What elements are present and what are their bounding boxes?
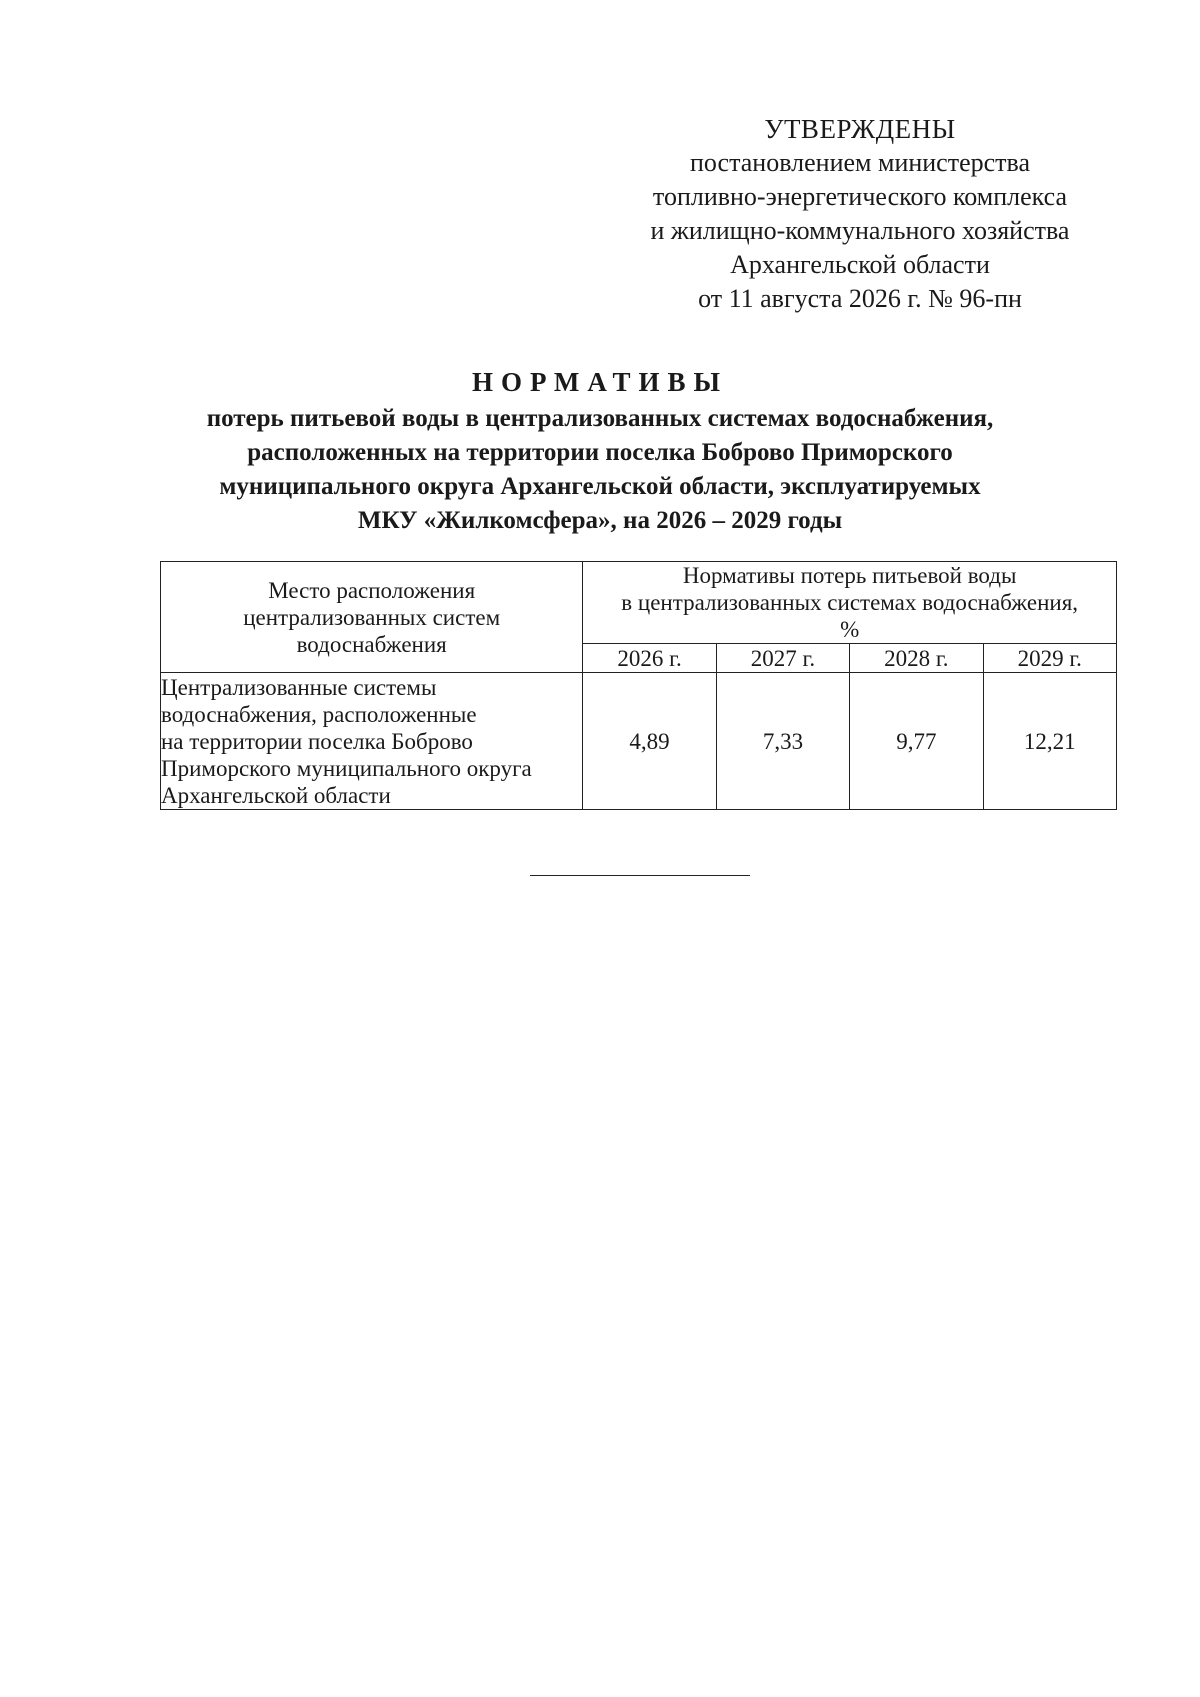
cell-value: 12,21 xyxy=(983,673,1116,810)
table-header-row xyxy=(161,562,1117,644)
title-line: расположенных на территории поселка Боброво Приморского xyxy=(247,439,953,466)
header-group-line: в централизованных системах водоснабжения, xyxy=(621,590,1079,615)
cell-place xyxy=(161,673,583,810)
cell-value: 9,77 xyxy=(850,673,983,810)
approval-line: и жилищно-коммунального хозяйства xyxy=(650,216,1070,245)
cell-value: 7,33 xyxy=(716,673,849,810)
header-group-line: Нормативы потерь питьевой воды xyxy=(682,563,1017,588)
approval-line: Архангельской области xyxy=(730,250,990,279)
approval-line: топливно-энергетического комплекса xyxy=(652,182,1068,211)
approval-date: от 11 августа 2026 г. № 96-пн xyxy=(698,284,1022,313)
header-group-line: % xyxy=(840,617,860,642)
header-place xyxy=(161,562,583,673)
title-heading: НОРМАТИВЫ xyxy=(471,367,729,397)
cell-place-line: на территории поселка Боброво xyxy=(161,728,473,754)
cell-place-line: Приморского муниципального округа xyxy=(161,755,532,781)
cell-place-line: Централизованные системы xyxy=(161,674,437,700)
header-year: 2028 г. xyxy=(850,644,983,673)
approval-line: постановлением министерства xyxy=(689,148,1031,177)
title-line: потерь питьевой воды в централизованных системах водоснабжения, xyxy=(206,405,994,432)
header-place-line: централизованных систем xyxy=(243,604,501,630)
header-norms-group xyxy=(583,562,1117,644)
header-year: 2029 г. xyxy=(983,644,1116,673)
document-title xyxy=(130,362,1070,538)
end-divider xyxy=(530,875,750,876)
cell-value: 4,89 xyxy=(583,673,716,810)
cell-place-line: водоснабжения, расположенные xyxy=(161,701,477,727)
header-year: 2027 г. xyxy=(716,644,849,673)
header-place-line: водоснабжения xyxy=(296,631,447,657)
title-line: муниципального округа Архангельской области, эксплуатируемых xyxy=(219,473,981,500)
norms-table xyxy=(160,561,1117,810)
header-place-line: Место расположения xyxy=(268,577,476,603)
title-line: МКУ «Жилкомсфера», на 2026 – 2029 годы xyxy=(357,507,843,534)
table-row xyxy=(161,673,1117,810)
header-year: 2026 г. xyxy=(583,644,716,673)
approval-block xyxy=(600,112,1120,316)
cell-place-line: Архангельской области xyxy=(161,782,391,808)
approval-stamp: УТВЕРЖДЕНЫ xyxy=(764,114,956,144)
